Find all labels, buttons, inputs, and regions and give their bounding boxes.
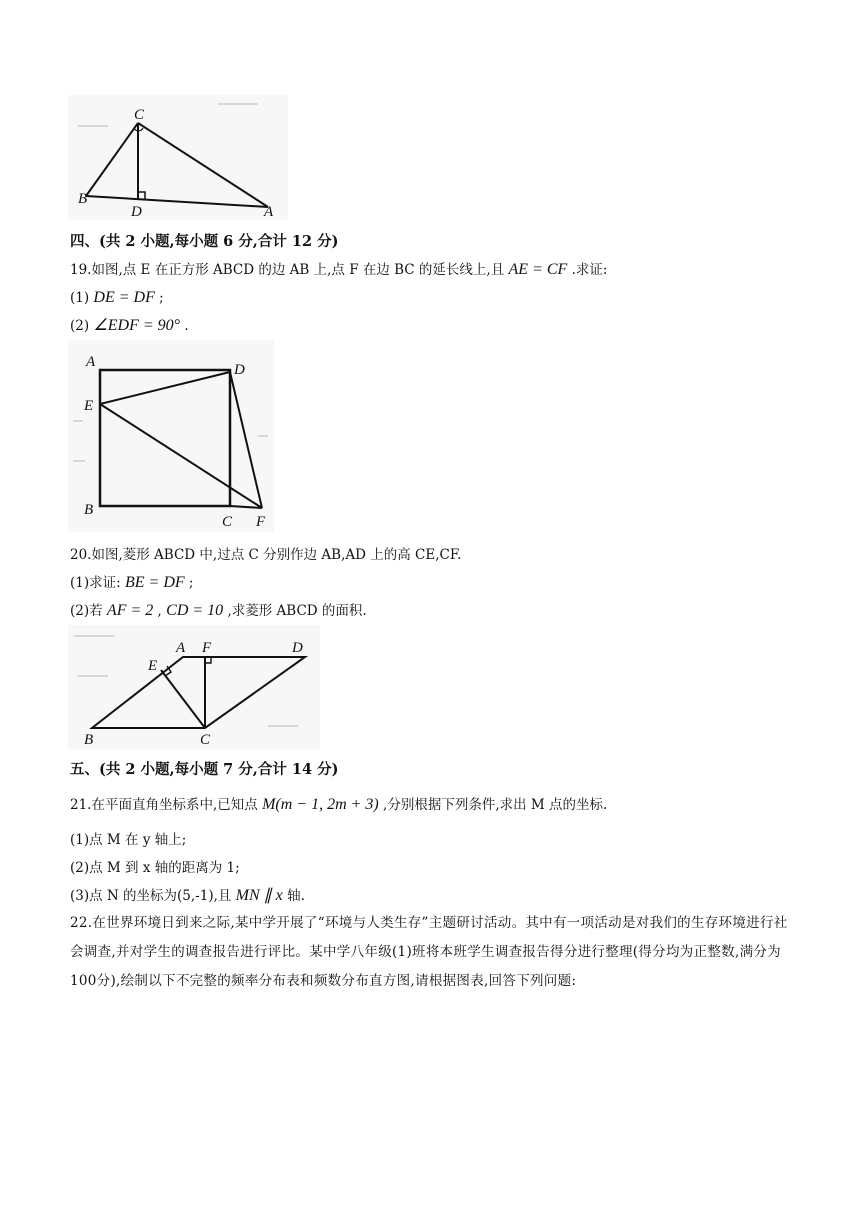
square-figure (68, 340, 274, 532)
label-f: F (256, 514, 266, 530)
section-4-heading: 四、(共 2 小题,每小题 6 分,合计 12 分) (70, 233, 339, 250)
triangle-figure (68, 95, 288, 220)
label-c: C (222, 514, 233, 530)
section-5-heading: 五、(共 2 小题,每小题 7 分,合计 14 分) (70, 761, 339, 778)
label-e: E (84, 398, 94, 414)
q19-intro: 19.如图,点 E 在正方形 ABCD 的边 AB 上,点 F 在边 BC 的延长线上,且 AE = CF .求证: (70, 261, 608, 278)
label-b: B (84, 732, 94, 748)
q19-part-1: (1) DE = DF ; (70, 289, 164, 306)
label-d: D (292, 640, 303, 656)
label-a: A (176, 640, 186, 656)
rhombus-figure (68, 625, 320, 749)
q21-intro: 21.在平面直角坐标系中,已知点 M(m − 1, 2m + 3) ,分别根据下列条件,求出 M 点的坐标. (70, 796, 608, 813)
q20-intro: 20.如图,菱形 ABCD 中,过点 C 分别作边 AB,AD 上的高 CE,CF. (70, 547, 462, 563)
q20-part-2: (2)若 AF = 2 , CD = 10 ,求菱形 ABCD 的面积. (70, 602, 367, 619)
q21-part-2: (2)点 M 到 x 轴的距离为 1; (70, 860, 240, 876)
label-e: E (148, 658, 158, 674)
label-b: B (84, 502, 94, 518)
label-d: D (234, 362, 245, 378)
q19-part-2: (2) ∠EDF = 90° . (70, 317, 189, 334)
q21-part-3: (3)点 N 的坐标为(5,-1),且 MN ∥ x 轴. (70, 887, 305, 904)
q20-part-1: (1)求证: BE = DF ; (70, 574, 194, 591)
q21-part-1: (1)点 M 在 y 轴上; (70, 832, 187, 848)
label-a: A (86, 354, 96, 370)
label-b: B (78, 191, 88, 207)
label-a: A (264, 204, 274, 220)
label-c: C (134, 107, 145, 123)
label-d: D (131, 204, 142, 220)
label-f: F (202, 640, 212, 656)
label-c: C (200, 732, 211, 748)
q22-text: 22.在世界环境日到来之际,某中学开展了“环境与人类生存”主题研讨活动。其中有一项活动是对我们的生存环境进行社会调查,并对学生的调查报告进行评比。某中学八年级(1)班将本班学生调查报告得分进行整理(得分均为正整数,满分为100分),绘制以下不完整的频率分布表和频数分布直方图,请根据图表,回答下列问题: (70, 915, 788, 989)
